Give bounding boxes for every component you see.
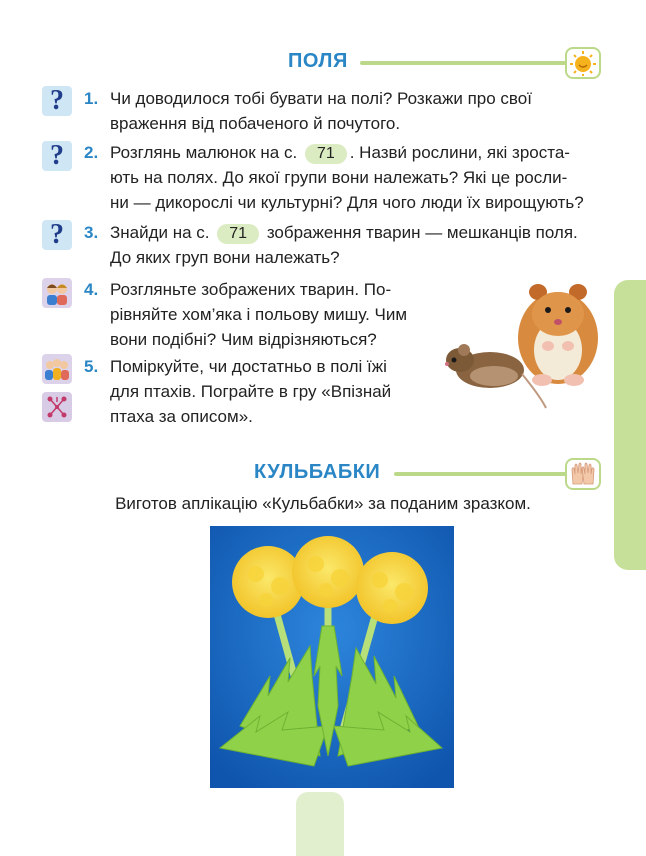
text-line: Чи доводилося тобі бувати на полі? Розкажи про свої <box>110 89 532 108</box>
page-reference: 71 <box>217 224 259 244</box>
section-divider <box>360 61 566 65</box>
item-text <box>110 354 430 429</box>
text-line: До яких груп вони належать? <box>110 248 340 267</box>
section-title-fields: ПОЛЯ <box>288 50 348 72</box>
game-icon <box>42 392 72 422</box>
hamster-and-mouse-illustration <box>440 276 610 416</box>
item-number: 1. <box>84 89 99 108</box>
item-number: 2. <box>84 143 99 162</box>
sun-icon <box>565 47 601 79</box>
group-work-icon <box>42 354 72 384</box>
page-number-tab <box>296 792 344 856</box>
section-title-dandelions: КУЛЬБАБКИ <box>254 461 381 483</box>
text-line: рівняйте хом’яка і польову мишу. Чим <box>110 305 408 324</box>
page-reference: 71 <box>305 144 347 164</box>
question-icon: ? <box>42 86 72 116</box>
item-text <box>110 220 598 270</box>
text-line: Розглянь малюнок на с. 71 . Назви́ рослини, які зроста- <box>110 143 570 162</box>
item-number: 5. <box>84 357 99 376</box>
instruction-text: Виготов аплікацію «Кульбабки» за поданим зразком. <box>115 494 531 513</box>
text-line: Розгляньте зображених тварин. По- <box>110 280 392 299</box>
hands-icon <box>565 458 601 490</box>
chapter-tab <box>614 280 646 570</box>
item-number: 3. <box>84 223 99 242</box>
text-line: для птахів. Пограйте в гру «Впізнай <box>110 382 392 401</box>
section-divider <box>394 472 566 476</box>
text-line: ни — дикорослі чи культурні? Для чого люди їх вирощують? <box>110 193 584 212</box>
text-line: ють на полях. До якої групи вони належать? Які це росли- <box>110 168 568 187</box>
text-line: вони подібні? Чим відрізняються? <box>110 330 377 349</box>
item-text <box>110 140 598 215</box>
dandelion-applique-photo <box>210 526 454 788</box>
item-number: 4. <box>84 280 99 299</box>
item-text <box>110 277 430 352</box>
item-text <box>110 86 598 136</box>
text-line: птаха за описом». <box>110 407 253 426</box>
pair-work-icon <box>42 278 72 308</box>
question-icon: ? <box>42 141 72 171</box>
text-line: враження від побаченого й почутого. <box>110 114 401 133</box>
text-line: Поміркуйте, чи достатньо в полі їжі <box>110 357 387 376</box>
text-line: Знайди на с. 71 зображення тварин — мешканців поля. <box>110 223 578 242</box>
question-icon: ? <box>42 220 72 250</box>
